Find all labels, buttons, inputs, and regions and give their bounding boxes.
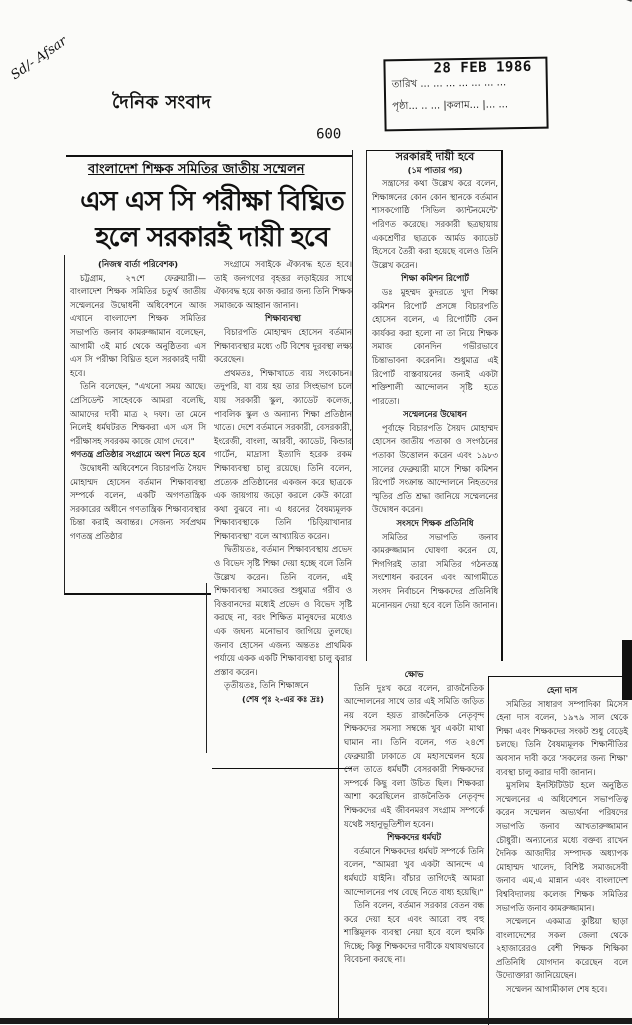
paragraph: পূর্বাহ্নে বিচারপতি সৈয়দ মোহাম্মদ হোসেন জাতীয় পতাকা ও সংগঠনের পতাকা উত্তোলন করেন এবং ১৯৮৩ সালের ফেব্রুয়ারী মাসে শিক্ষা কমিশন রিপোর্ট সংক্রান্ত আন্দোলনে নিহতদের স্মৃতির প্রতি শ্রদ্ধা জানিয়ে সম্মেলনের উদ্বোধন করেন। (372, 422, 498, 515)
column-divider (352, 150, 353, 450)
paragraph: বিচারপতি মোহাম্মদ হোসেন বর্তমান শিক্ষাব্যবস্থার মধ্যে ৩টি বিশেষ দুরবস্থা লক্ষ্য করেছেন। (214, 326, 352, 365)
subheading: ক্ষোভ (404, 669, 424, 679)
subheading: সম্মেলনের উদ্বোধন (403, 409, 467, 420)
paragraph: তিনি দুঃখ করে বলেন, রাজনৈতিক আন্দোলনের সাথে তার এই সমিতি জড়িত নয় বলে হয়ত রাজনৈতিক নেতৃবৃন্দ শিক্ষকদের সমস্যা সম্বন্ধে খুব একটা মাথা ঘামান না। তিনি বলেন, গত ২৪শে ফেব্রুয়ারী ঢাকাতে যে মহাসম্মেলন হয়ে গেল তাতে ধর্মঘটী বেসরকারী শিক্ষকদের সম্পর্কে কিছু বলা উচিত ছিল। শিক্ষকরা আশা করেছিলেন রাজনৈতিক নেতৃবৃন্দ শিক্ষকদের এই জীবনমরণ সংগ্রাম সম্পর্কে যথেষ্ট সহানুভূতিশীল হবেন। (344, 682, 484, 829)
paragraph: বর্তমানে শিক্ষকদের ধর্মঘট সম্পর্কে তিনি বলেন, "আমরা খুব একটা আনন্দে এ ধর্মঘটে যাইনি। বাঁচার তাগিদেই আমরা আন্দোলনের পথ বেছে নিতে বাধ্য হয়েছি।" (344, 845, 484, 897)
article-column-3 (372, 150, 498, 612)
paragraph: সন্ত্রাসের কথা উল্লেখ করে বলেন, শিক্ষাঙ্গনের কোন কোন স্থানকে বর্তমান শাসকগোষ্ঠি 'সিভিল ক্যান্টনমেন্টে' পরিণত করেছে। সরকারী ছত্রছায়ায় একশ্রেণীর ছাত্রকে আর্মড ক্যাডেট হিসেবে তৈরী করা হয়েছে বলেও তিনি উল্লেখ করেন। (372, 178, 498, 270)
handwritten-signature: Sd/- Afsar (8, 33, 70, 84)
article-column-5 (496, 684, 628, 997)
subheading: হেনা দাস (546, 685, 578, 695)
paragraph: মুসলিম ইনস্টিটিউট হলে অনুষ্ঠিত সম্মেলনের এ অধিবেশনে সভাপতিত্ব করেন সম্মেলন অভ্যর্থনা পরিষদের সভাপতি জনাব আখতারুজ্জামান চৌধুরী। অন্যান্যের মধ্যে বক্তব্য রাখেন দৈনিক আজাদীর সম্পাদক অধ্যাপক মোহাম্মদ খালেদ, বিশিষ্ট সমাজসেবী জনাব এম,এ মান্নান এবং বাংলাদেশ বিশ্ববিদ্যালয় কলেজ শিক্ষক সমিতির সভাপতি জনাব কামরুজ্জামান। (496, 780, 628, 913)
paragraph: দ্বিতীয়তঃ, বর্তমান শিক্ষাব্যবস্থায় প্রভেদ ও বিভেদ সৃষ্টি শিক্ষা দেয়া হচ্ছে বলে তিনি উল্লেখ করেন। তিনি বলেন, এই শিক্ষাব্যবস্থা সমাজের শুধুমাত্র গরীব ও বিত্তবানদের মধ্যেই প্রভেদ ও বিভেদ সৃষ্টি করছে না, বরং শিক্ষিত মানুষদের মধ্যেও এক জঘন্য মনোভাব জাগিয়ে তুলছে। জনাব হোসেন এজন্য অন্ততঃ প্রাথমিক পর্যায়ে একক একটি শিক্ষাব্যবস্থা চালু করার প্রস্তাব করেন। (214, 544, 352, 677)
article-column-1 (70, 258, 206, 543)
headline-rule (66, 155, 352, 157)
stamp-date-label: তারিখ ... ... ... ... ... ... ... (391, 77, 507, 91)
scan-bottom-edge (0, 1018, 632, 1024)
subheading: শিক্ষকদের ধর্মঘট (387, 832, 441, 843)
headline-line-1: এস এস সি পরীক্ষা বিঘ্নিত (80, 186, 344, 217)
paragraph: চট্টগ্রাম, ২৭শে ফেব্রুয়ারী।— বাংলাদেশ শিক্ষক সমিতির চতুর্থ জাতীয় সম্মেলনের উদ্বোধনী অধিবেশনে আজ এখানে বাংলাদেশ শিক্ষক সমিতির সভাপতি জনাব কামরুজ্জামান বলেছেন, আগামী ৩ই মার্চ থেকে অনুষ্ঠিতব্য এস এস সি পরীক্ষা বিঘ্নিত হলে সরকারই দায়ী হবে। (70, 272, 206, 378)
continuation-note: (শেষ পৃঃ ২-এর কঃ দ্রঃ) (242, 694, 324, 704)
paragraph: সম্মেলন আগামীকাল শেষ হবে। (506, 984, 608, 995)
column-2-border (206, 583, 207, 753)
paragraph: উদ্বোধনী অধিবেশনে বিচারপতি সৈয়দ মোহাম্মদ হোসেন বর্তমান শিক্ষাব্যবস্থা সম্পর্কে বলেন, একটি অগণতান্ত্রিক সরকারের অধীনে গণতান্ত্রিক শিক্ষাব্যবস্থার চিন্তা করাই অবান্তর। সেজন্য সর্বপ্রথম গণতন্ত্র প্রতিষ্ঠার (70, 462, 206, 541)
newspaper-name: দৈনিক সংবাদ (112, 92, 212, 113)
folded-corner (583, 0, 632, 30)
subheading: শিক্ষা কমিশন রিপোর্ট (401, 273, 469, 284)
paragraph: তিনি বলেছেন, "এখনো সময় আছে। প্রেসিডেন্ট সাহেবকে আমরা বলেছি, আমাদের দাবী মাত্র ২ দফা। তা মেনে নিলেই ধর্মঘটরত শিক্ষকরা এস এস সি পরীক্ষাসহ সবরকম কাজে যোগ দেবে।" (70, 381, 206, 446)
paragraph: তৃতীয়তঃ, তিনি শিক্ষাঙ্গনে (224, 680, 309, 691)
subheading: গণতন্ত্র প্রতিষ্ঠার সংগ্রামে অংশ নিতে হবে (70, 449, 206, 460)
article-column-4 (344, 668, 484, 967)
subheading: শিক্ষাব্যবস্থা (265, 313, 301, 324)
article-kicker: বাংলাদেশ শিক্ষক সমিতির জাতীয় সম্মেলন (88, 162, 305, 177)
column-2-end-rule (212, 768, 352, 769)
paragraph: তিনি বলেন, বর্তমান সরকার বেতন বন্ধ করে দেয়া হবে এবং আরো বহু বহু শাস্তিমূলক ব্যবস্থা নেয়া হবে বলে হুমকি দিচ্ছে; কিন্তু শিক্ষকদের দাবীকে যথাযথভাবে বিবেচনা করছে না। (344, 900, 484, 965)
article-column-2 (214, 258, 352, 707)
page-code: 009 (316, 124, 342, 140)
stamp-page-label: পৃষ্ঠা... .. ... |কলাম... |... ... (392, 99, 509, 113)
paragraph: প্রথমতঃ, শিক্ষাখাতে ব্যয় সংকোচন। তদুপরি, যা ব্যয় হয় তার সিংহভাগ চলে যায় সরকারী স্কুল, ক্যাডেট কলেজ, পাবলিক স্কুল ও অন্যান্য শিক্ষা প্রতিষ্ঠান খাতে। দেশে বর্তমানে সরকারী, বেসরকারী, ইংরেজী, বাংলা, আরবী, ক্যাডেট, কিন্ডার গার্টেন, মাদ্রাসা ইত্যাদি হরেক রকম শিক্ষাব্যবস্থা চালু রয়েছে। তিনি বলেন, প্রত্যেক প্রতিষ্ঠানের একজন করে ছাত্রকে এক জায়গায় জড়ো করলে কেউ কারো কথা বুঝবে না। এ ধরনের বৈষম্যমূলক শিক্ষাব্যবস্থাকে তিনি 'চিড়িয়াখানার শিক্ষাব্যবস্থা' বলে আখ্যায়িত করেন। (214, 367, 352, 541)
subheading: সংসদে শিক্ষক প্রতিনিধি (396, 518, 474, 529)
paragraph: ডঃ মুহম্মদ কুদরতে খুদা শিক্ষা কমিশন রিপোর্ট প্রসঙ্গে বিচারপতি হোসেন বলেন, এ রিপোর্টটি কেন কার্যকর করা হলো না তা নিয়ে শিক্ষক সমাজ কোনদিন গভীরভাবে চিন্তাভাবনা করেননি। শুধুমাত্র এই রিপোর্ট বাস্তবায়নের জন্যই একটা শক্তিশালী আন্দোলন সৃষ্টি হতে পারতো। (372, 286, 498, 406)
stamp-date: 28 FEB 1986 (433, 58, 532, 77)
paragraph: সম্মেলনে একমাত্র কুষ্টিয়া ছাড়া বাংলাদেশের সকল জেলা থেকে ২হাজারেরও বেশী শিক্ষক শিক্ষিকা প্রতিনিধি যোগদান করেছেন বলে উদ্যোক্তারা জানিয়েছেন। (496, 916, 628, 981)
paragraph: সংগ্রামে সবাইকে ঐক্যবদ্ধ হতে হবে। তাই জনগণের বৃহত্তর লড়াইয়ের সাথে ঐক্যবদ্ধ হয়ে কাজ করার জন্য তিনি শিক্ষক সমাজকে আহ্বান জানান। (214, 259, 352, 310)
continuation-from: (১ম পাতার পর) (407, 164, 463, 175)
continuation-heading: সরকারই দায়ী হবে (395, 150, 475, 163)
paragraph: সমিতির সাধারণ সম্পাদিকা মিসেস হেনা দাস বলেন, ১৯৭৯ সাল থেকে শিক্ষা এবং শিক্ষকদের সংকট শুধু বেড়েই চলছে। তিনি বৈষম্যমূলক শিক্ষানীতির অবসান দাবী করে 'সকলের জন্য শিক্ষা' ব্যবস্থা চালু করার দাবী জানান। (496, 698, 628, 777)
article-headline (72, 184, 352, 256)
paragraph: সমিতির সভাপতি জনাব কামরুজ্জামান ঘোষণা করেন যে, শিগগিরই তারা সমিতির গঠনতন্ত্র সংশোধন করবেন এবং আগামীতে সংসদ নির্বাচনে শিক্ষকদের প্রতিনিধি মনোনয়ন দেয়া হবে বলে তিনি জানান। (372, 531, 498, 610)
byline: (নিজস্ব বার্তা পরিবেশক) (97, 259, 179, 269)
headline-line-2: হলে সরকারই দায়ী হবে (95, 222, 329, 253)
archive-stamp (383, 57, 548, 132)
